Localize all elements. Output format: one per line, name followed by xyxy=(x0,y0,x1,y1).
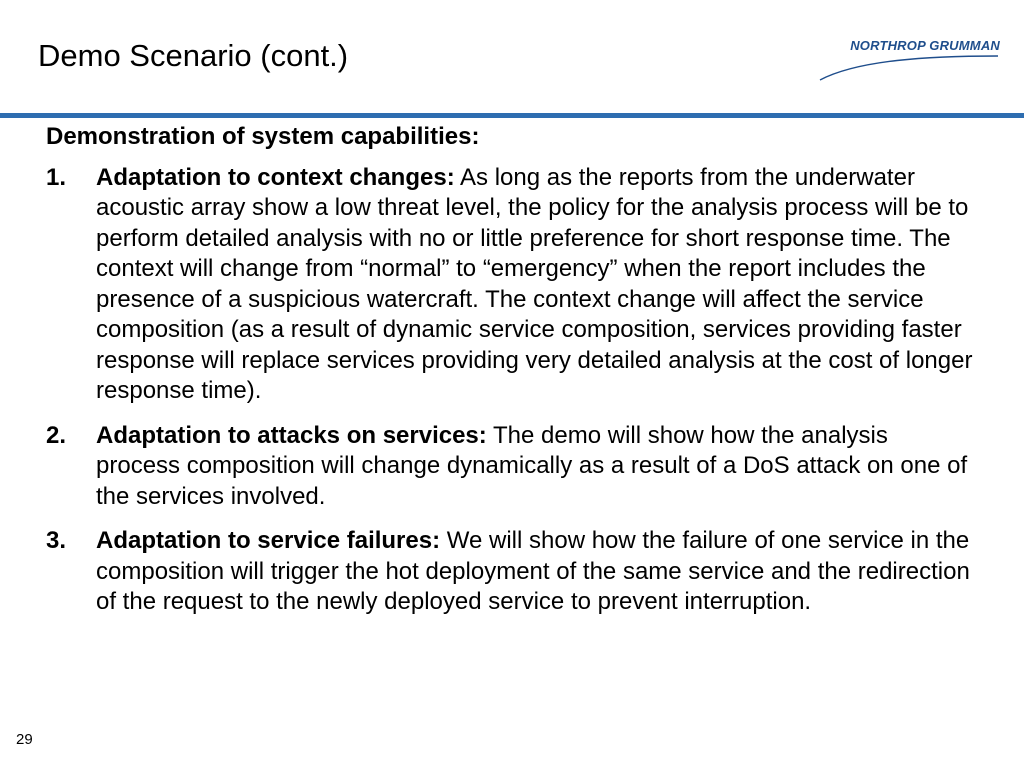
intro-heading: Demonstration of system capabilities: xyxy=(46,123,480,150)
slide-body xyxy=(46,122,976,632)
page-number: 29 xyxy=(16,731,33,748)
capabilities-list xyxy=(46,163,976,618)
list-item xyxy=(46,163,976,407)
item-number: 3. xyxy=(46,527,67,554)
header-divider xyxy=(0,113,1024,118)
item-lead: Adaptation to attacks on services: xyxy=(96,421,487,449)
item-text: The demo will show how the analysis process composition will change dynamically as a result of a DoS attack on one of the services involved. xyxy=(96,421,968,510)
list-item xyxy=(46,526,976,618)
item-number: 1. xyxy=(46,163,67,191)
item-text: As long as the reports from the underwater acoustic array show a low threat level, the policy for the analysis process will be to perform detailed analysis with no or little preference for short response time. The context will change from “normal” to “emergency” when the report includes the presence of a suspicious watercraft. The context change will affect the service composition (as a result of dynamic service composition, services providing faster response will replace services providing very detailed analysis at the cost of longer response time). xyxy=(96,163,973,404)
northrop-grumman-logo xyxy=(800,38,1000,82)
item-lead: Adaptation to context changes: xyxy=(96,163,455,191)
item-number: 2. xyxy=(46,421,67,449)
logo-swoosh-icon xyxy=(818,44,1000,82)
item-text: We will show how the failure of one service in the composition will trigger the hot deployment of the same service and the redirection of the request to the newly deployed service to prevent interruption. xyxy=(96,527,970,615)
slide-title: Demo Scenario (cont.) xyxy=(38,38,349,73)
list-item xyxy=(46,421,976,513)
item-lead: Adaptation to service failures: xyxy=(96,527,441,554)
logo-text: NORTHROP GRUMMAN xyxy=(850,38,1000,53)
